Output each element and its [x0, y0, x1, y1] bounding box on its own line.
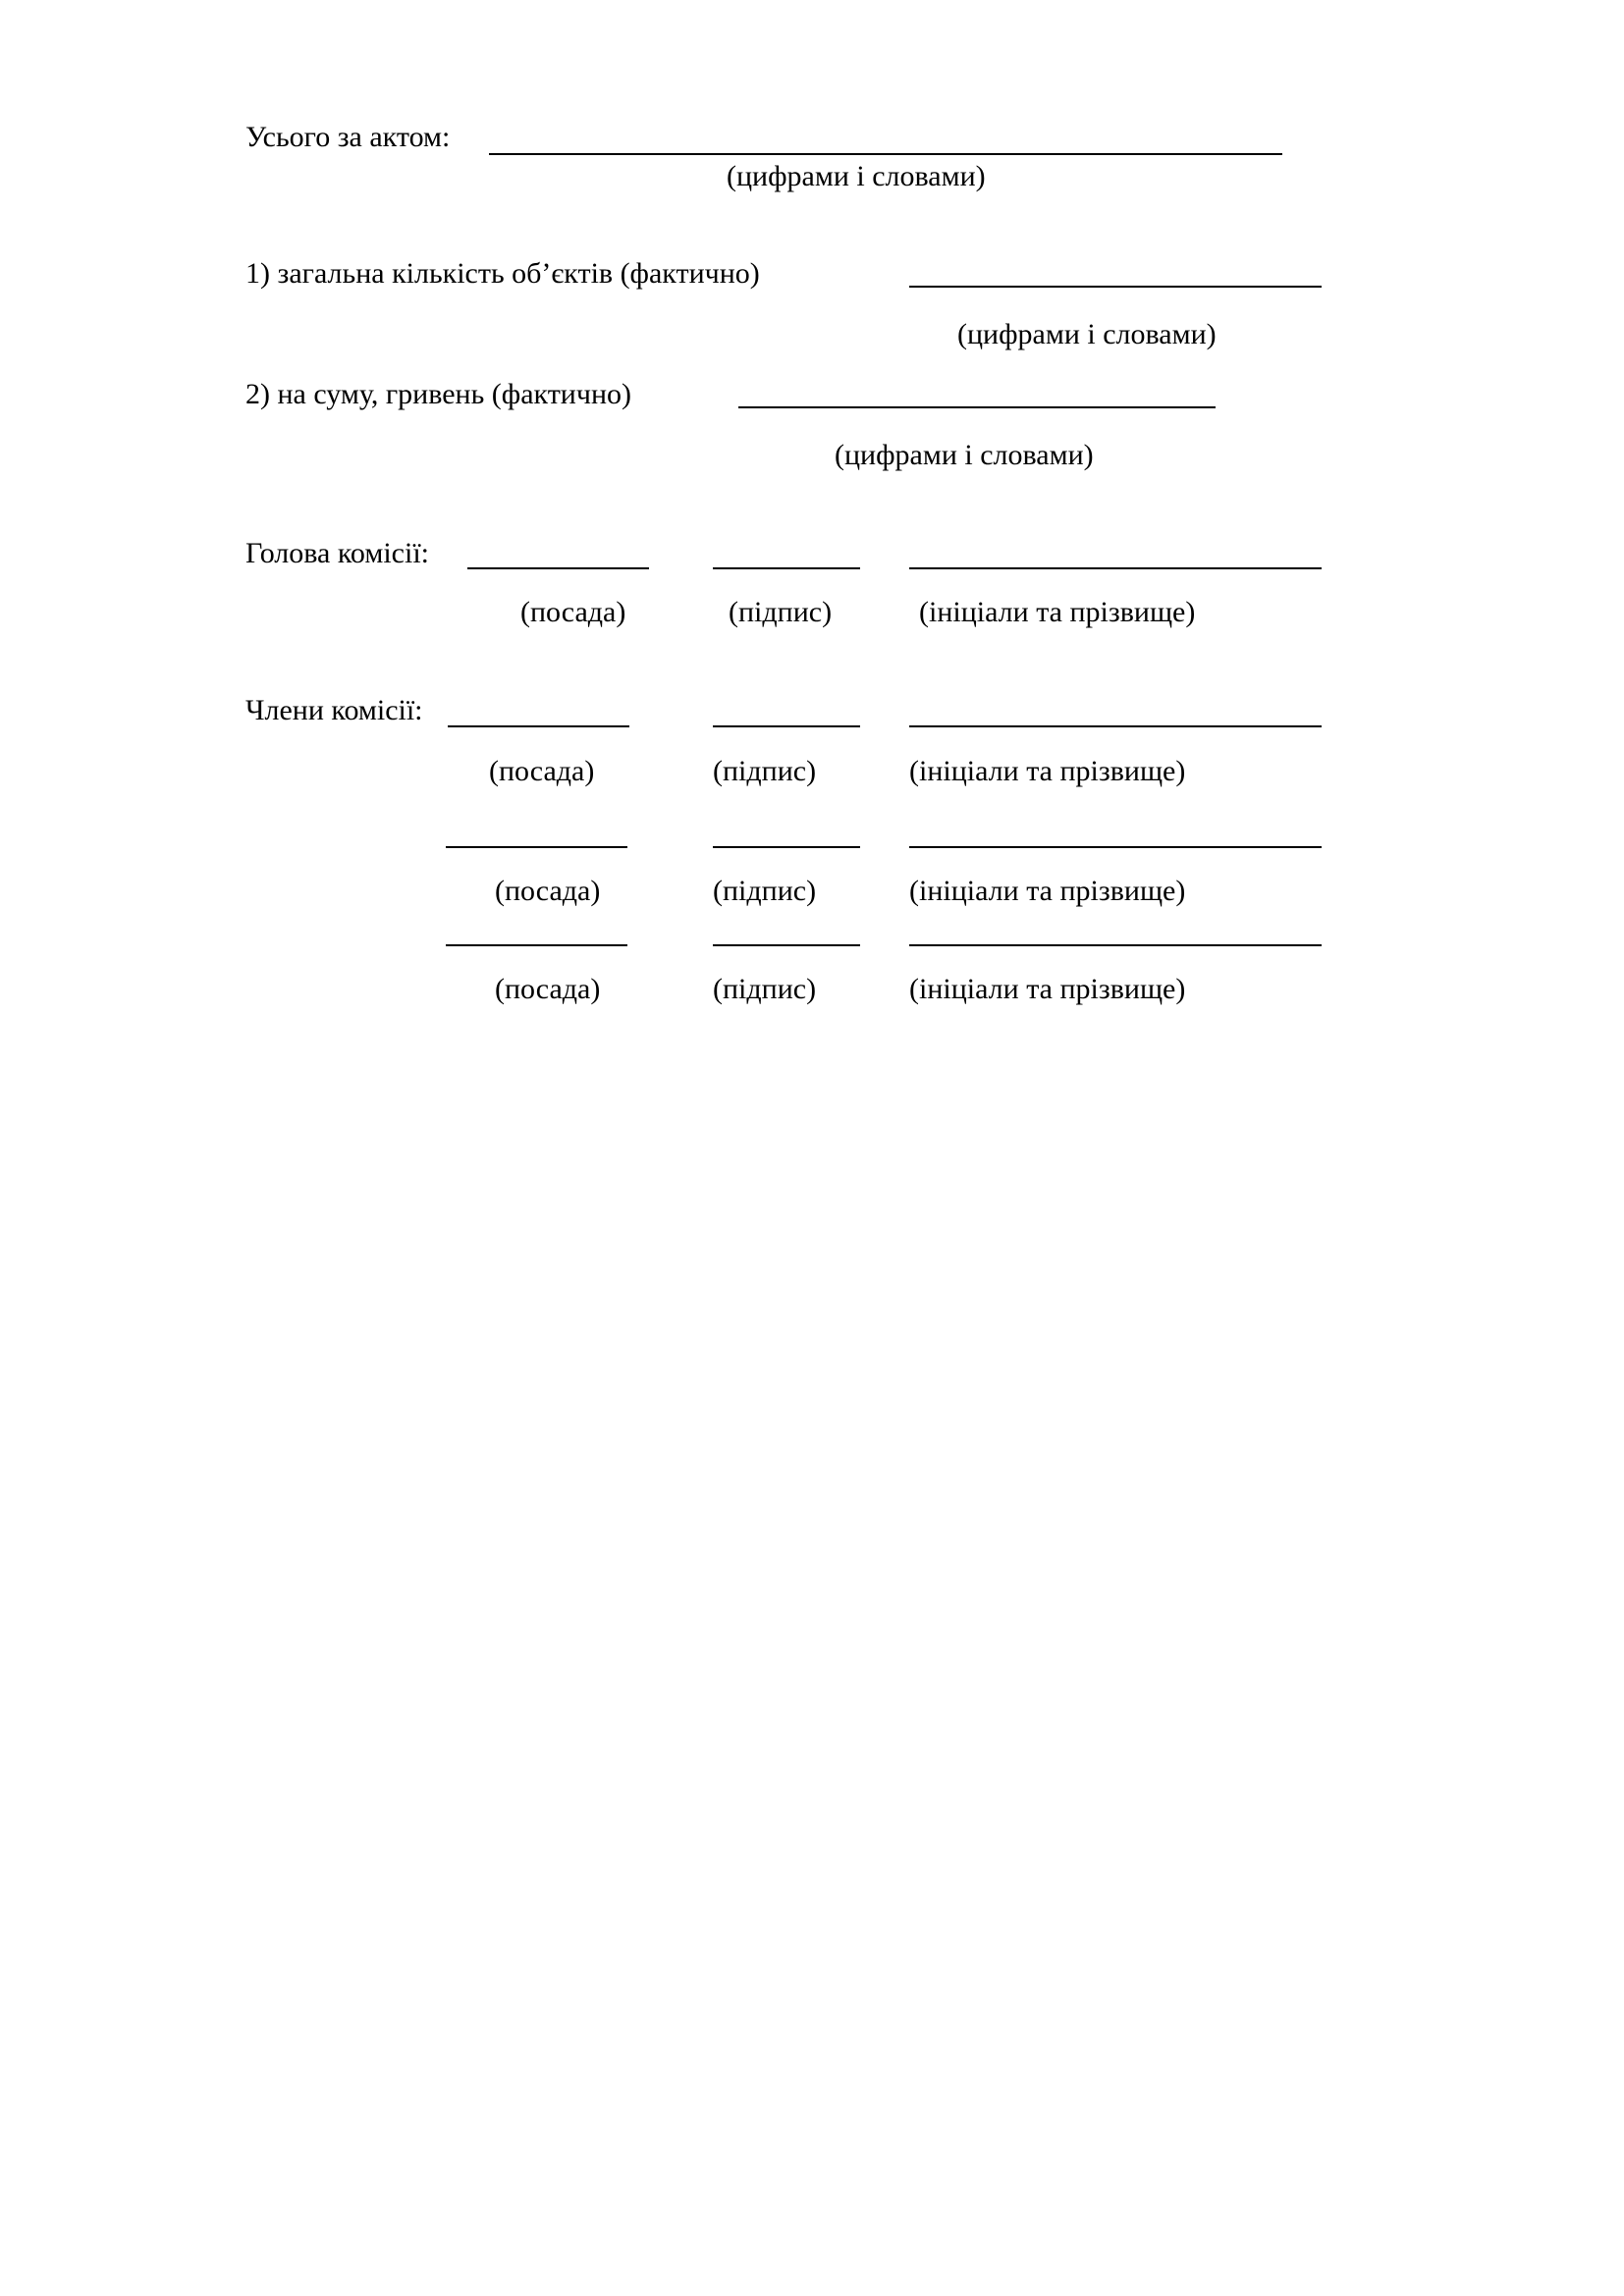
sum-fill-line[interactable]	[738, 406, 1216, 408]
members-label: Члени комісії:	[245, 694, 423, 726]
chair-signature-line[interactable]	[713, 567, 860, 569]
member-3-signature-line[interactable]	[713, 944, 860, 946]
chair-name-hint: (ініціали та прізвище)	[919, 596, 1196, 628]
member-2-signature-hint: (підпис)	[713, 875, 817, 907]
member-3-name-line[interactable]	[909, 944, 1322, 946]
total-hint: (цифрами і словами)	[727, 160, 986, 192]
member-3-signature-hint: (підпис)	[713, 973, 817, 1005]
member-1-position-line[interactable]	[448, 725, 629, 727]
chair-signature-hint: (підпис)	[729, 596, 833, 628]
member-3-position-line[interactable]	[446, 944, 627, 946]
member-1-signature-hint: (підпис)	[713, 755, 817, 787]
member-1-name-hint: (ініціали та прізвище)	[909, 755, 1186, 787]
objects-count-fill-line[interactable]	[909, 286, 1322, 288]
objects-count-label: 1) загальна кількість об’єктів (фактично)	[245, 257, 760, 290]
total-label: Усього за актом:	[245, 121, 451, 153]
member-2-name-hint: (ініціали та прізвище)	[909, 875, 1186, 907]
member-2-signature-line[interactable]	[713, 846, 860, 848]
member-2-name-line[interactable]	[909, 846, 1322, 848]
chair-name-line[interactable]	[909, 567, 1322, 569]
member-3-name-hint: (ініціали та прізвище)	[909, 973, 1186, 1005]
chair-position-hint: (посада)	[520, 596, 626, 628]
objects-count-hint: (цифрами і словами)	[957, 318, 1217, 350]
sum-hint: (цифрами і словами)	[835, 439, 1094, 471]
chair-label: Голова комісії:	[245, 537, 429, 569]
member-1-position-hint: (посада)	[489, 755, 595, 787]
member-2-position-hint: (посада)	[495, 875, 601, 907]
sum-label: 2) на суму, гривень (фактично)	[245, 378, 631, 410]
member-3-position-hint: (посада)	[495, 973, 601, 1005]
chair-position-line[interactable]	[467, 567, 649, 569]
total-fill-line[interactable]	[489, 153, 1282, 155]
member-2-position-line[interactable]	[446, 846, 627, 848]
member-1-signature-line[interactable]	[713, 725, 860, 727]
member-1-name-line[interactable]	[909, 725, 1322, 727]
